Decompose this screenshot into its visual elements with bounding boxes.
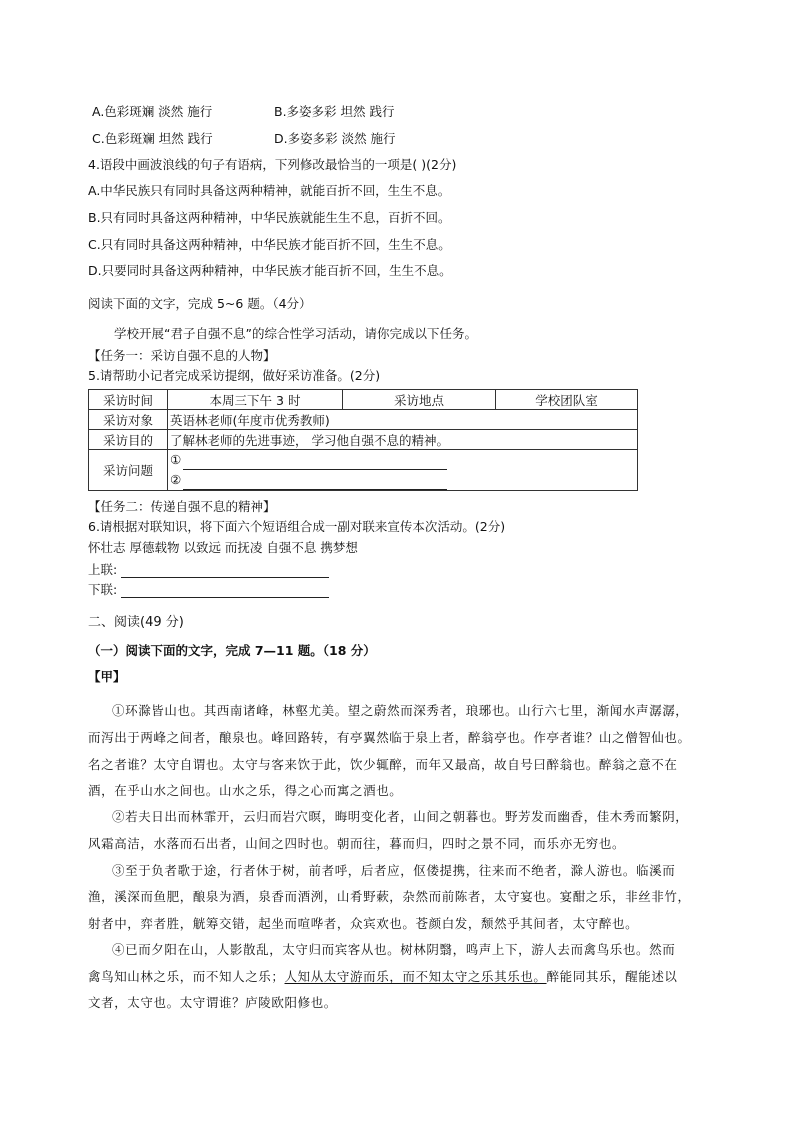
purpose-label: 采访目的 [89,430,168,450]
q4-option-c: C.只有同时具备这两种精神，中华民族才能百折不回，生生不息。 [88,237,451,252]
questions-cell [168,450,638,491]
option-a: A.色彩斑斓 淡然 施行 [92,104,213,119]
place-value: 学校团队室 [496,390,638,410]
option-b: B.多姿多彩 坦然 践行 [274,104,395,119]
answer-blank-1[interactable] [183,457,447,470]
option-d: D.多姿多彩 淡然 施行 [274,131,396,146]
question-mark-1: ① [170,452,182,467]
passage-p3-line1: ③至于负者歌于途，行者休于树，前者呼，后者应，伛偻提携，往来而不绝者，滁人游也。临溪而 [112,863,676,878]
passage-p4-line3: 文者，太守也。太守谓谁？庐陵欧阳修也。 [88,995,337,1010]
passage-p2-line2: 风霜高洁，水落而石出者，山间之四时也。朝而往，暮而归，四时之景不同，而乐亦无穷也。 [88,836,626,851]
q4-option-a: A.中华民族只有同时具备这两种精神，就能百折不回，生生不息。 [88,183,451,198]
reading-intro: 阅读下面的文字，完成 5~6 题。（4分） [88,296,312,311]
question-line-1[interactable] [170,450,635,470]
target-value: 英语林老师(年度市优秀教师) [168,410,638,430]
passage-p4-line2 [88,969,678,985]
p4-underlined-sentence: 人知从太守游而乐，而不知太守之乐其乐也。 [284,969,547,984]
answer-blank-2[interactable] [183,477,447,490]
q5-stem: 5.请帮助小记者完成采访提纲，做好采访准备。(2分) [88,368,381,383]
section2-heading: 二、阅读(49 分) [88,615,184,630]
jia-heading: 【甲】 [88,669,126,684]
q4-stem: 4.语段中画波浪线的句子有语病，下列修改最恰当的一项是( )(2分) [88,157,457,172]
passage-p1-line2: 而泻出于两峰之间者，酿泉也。峰回路转，有亭翼然临于泉上者，醉翁亭也。作亭者谁？山之僧智仙也。 [88,730,691,745]
passage-p2-line1: ②若夫日出而林霏开，云归而岩穴暝，晦明变化者，山间之朝暮也。野芳发而幽香，佳木秀而繁阴， [112,809,689,824]
target-label: 采访对象 [89,410,168,430]
question-line-2[interactable] [170,470,635,490]
time-value: 本周三下午 3 时 [168,390,343,410]
upper-blank[interactable] [121,565,329,578]
p4-line2-pre: 禽鸟知山林之乐，而不知人之乐； [88,969,285,984]
p4-line2-post: 醉能同其乐，醒能述以 [546,969,678,984]
questions-label: 采访问题 [89,450,168,491]
part1-heading: （一）阅读下面的文字，完成 7—11 题。（18 分） [88,643,376,658]
lower-couplet [88,582,329,598]
purpose-value: 了解林老师的先进事迹， 学习他自强不息的精神。 [168,430,638,450]
q4-option-d: D.只要同时具备这两种精神，中华民族才能百折不回，生生不息。 [88,263,452,278]
q6-stem: 6.请根据对联知识，将下面六个短语组合成一副对联来宣传本次活动。(2分) [88,519,506,534]
activity-intro: 学校开展“君子自强不息”的综合性学习活动，请你完成以下任务。 [114,326,477,341]
passage-p4-line1: ④已而夕阳在山，人影散乱，太守归而宾客从也。树林阴翳，鸣声上下，游人去而禽鸟乐也。然而 [112,942,676,957]
phrases: 怀壮志 厚德载物 以致远 而抚凌 自强不息 携梦想 [88,540,358,555]
passage-p3-line3: 射者中，弈者胜，觥筹交错，起坐而喧哗者，众宾欢也。苍颜白发，颓然乎其间者，太守醉也。 [88,916,639,931]
time-label: 采访时间 [89,390,168,410]
passage-p1-line1: ①环滁皆山也。其西南诸峰，林壑尤美。望之蔚然而深秀者，琅琊也。山行六七里，渐闻水声潺潺， [112,703,689,718]
passage-p1-line3: 名之者谁？太守自谓也。太守与客来饮于此，饮少辄醉，而年又最高，故自号曰醉翁也。醉翁之意不在 [88,757,678,772]
task1-heading: 【任务一：采访自强不息的人物】 [88,348,276,363]
passage-p3-line2: 渔，溪深而鱼肥，酿泉为酒，泉香而酒洌，山肴野蔌，杂然而前陈者，太守宴也。宴酣之乐，非丝非竹， [88,889,691,904]
option-c: C.色彩斑斓 坦然 践行 [92,131,213,146]
question-mark-2: ② [170,472,182,487]
lower-blank[interactable] [121,585,329,598]
interview-table [88,389,638,491]
passage-p1-line4: 酒，在乎山水之间也。山水之乐，得之心而寓之酒也。 [88,783,403,798]
task2-heading: 【任务二：传递自强不息的精神】 [88,499,276,514]
upper-couplet [88,562,329,578]
upper-label: 上联: [88,562,118,577]
place-label: 采访地点 [343,390,496,410]
lower-label: 下联: [88,582,118,597]
q4-option-b: B.只有同时具备这两种精神，中华民族就能生生不息，百折不回。 [88,210,451,225]
